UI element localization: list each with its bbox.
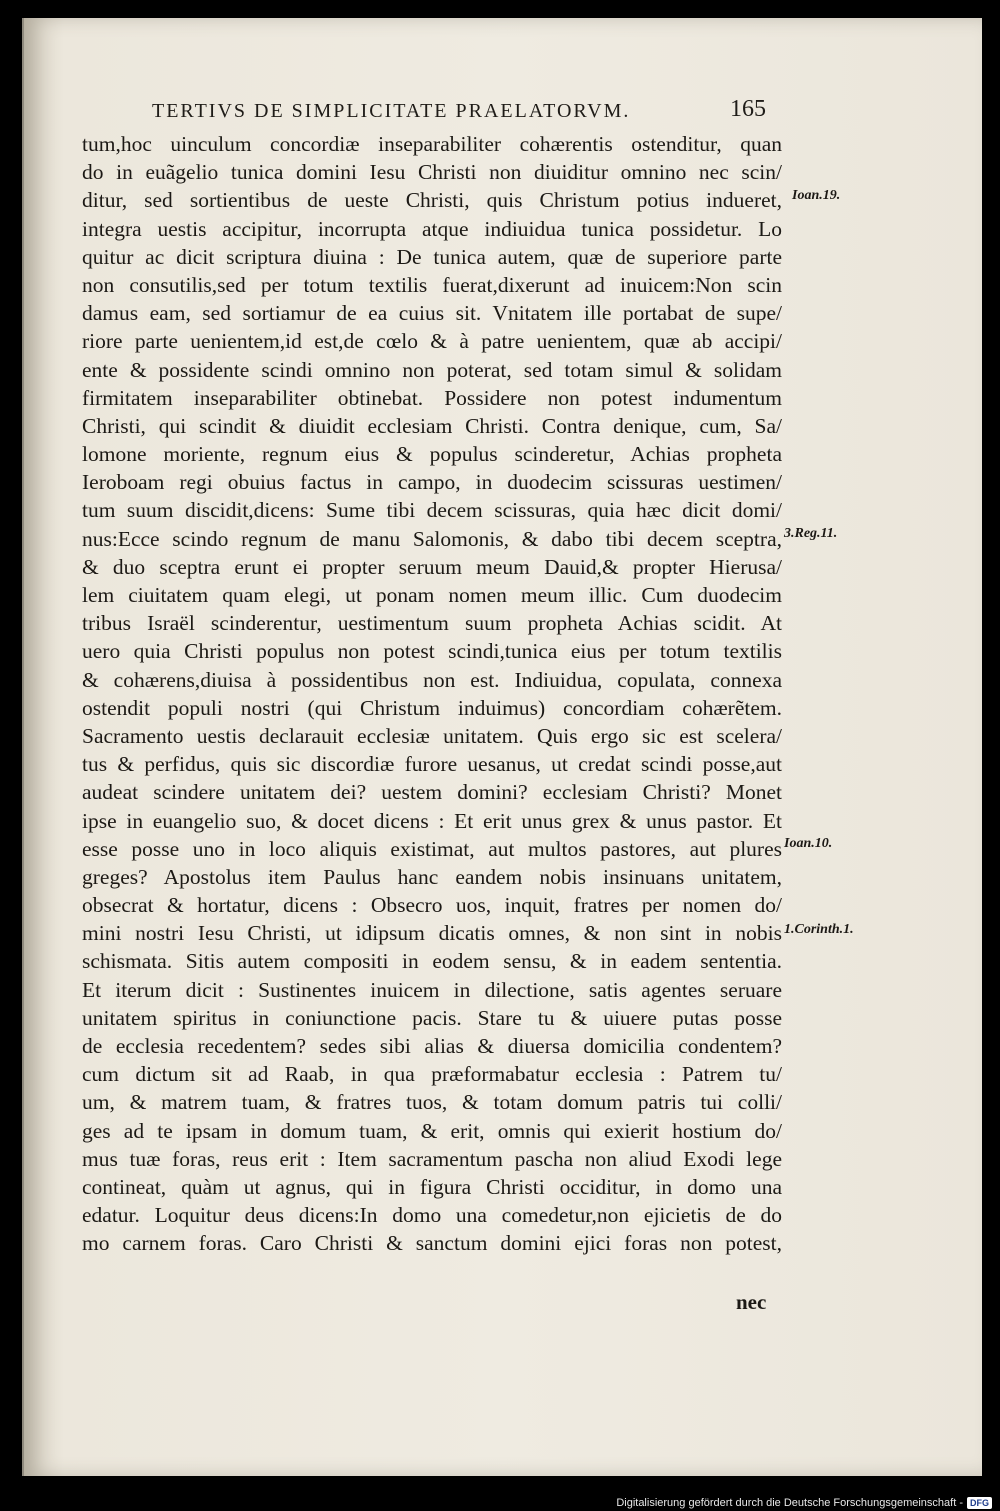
credit-text: Digitalisierung gefördert durch die Deutsche Forschungsgemeinschaft - — [616, 1497, 963, 1509]
text-line: ges ad te ipsam in domum tuam, & erit, omnis qui exierit hostium do/ — [82, 1118, 782, 1143]
text-line: Sacramento uestis declarauit ecclesiæ unitatem. Quis ergo sic est scelera/ — [82, 723, 782, 748]
text-line: tribus Israël scinderentur, uestimentum suum propheta Achias scidit. At — [82, 611, 782, 636]
text-line: integra uestis accipitur, incorrupta atque indiuidua tunica possidetur. Lo — [82, 216, 782, 241]
text-line: cum dictum sit ad Raab, in qua præformabatur ecclesia : Patrem tu/ — [82, 1062, 782, 1087]
catchword: nec — [736, 1290, 767, 1314]
text-line: de ecclesia recedentem? sedes sibi alias & diuersa domicilia condentem? — [82, 1034, 782, 1058]
digitization-credit — [616, 1497, 992, 1509]
text-line: ipse in euangelio suo, & docet dicens : Et erit unus grex & unus pastor. Et — [82, 808, 782, 833]
text-line: mo carnem foras. Caro Christi & sanctum domini ejici foras non potest, — [82, 1231, 782, 1256]
text-line: quitur ac dicit scriptura diuina : De tunica autem, quæ de superiore parte — [82, 244, 782, 269]
marginal-reference: 1.Corinth.1. — [784, 922, 854, 937]
text-line: schismata. Sitis autem compositi in eodem sensu, & in eadem sententia. — [82, 949, 782, 974]
text-line: ditur, sed sortientibus de ueste Christi, quis Christum potius indueret, — [82, 188, 782, 213]
text-line: esse posse uno in loco aliquis existimat, aut multos pastores, aut plures — [82, 836, 782, 861]
text-line: tum,hoc uinculum concordiæ inseparabiliter cohærentis ostenditur, quan — [82, 132, 782, 156]
book-page — [22, 18, 982, 1476]
text-line: Ieroboam regi obuius factus in campo, in duodecim scissuras uestimen/ — [82, 470, 782, 495]
text-line: tum suum discidit,dicens: Sume tibi decem scissuras, quia hæc dicit domi/ — [82, 498, 782, 523]
text-line: nus:Ecce scindo regnum de manu Salomonis, & dabo tibi decem sceptra, — [82, 526, 782, 551]
text-line: greges? Apostolus item Paulus hanc eandem nobis insinuans unitatem, — [82, 864, 782, 889]
text-line: contineat, quàm ut agnus, qui in figura Christi occiditur, in domo una — [82, 1174, 782, 1199]
body-text — [82, 130, 782, 1258]
text-line: non consutilis,sed per totum textilis fuerat,dixerunt ad inuicem:Non scin — [82, 272, 782, 297]
text-line: lomone moriente, regnum eius & populus scinderetur, Achias propheta — [82, 442, 782, 467]
text-line: do in euãgelio tunica domini Iesu Christi non diuiditur omnino nec scin/ — [82, 160, 782, 185]
text-line: edatur. Loquitur deus dicens:In domo una comedetur,non ejicietis de do — [82, 1203, 782, 1228]
text-line: ostendit populi nostri (qui Christum induimus) concordiam cohærẽtem. — [82, 695, 782, 720]
text-line: damus eam, sed sortiamur de ea cuius sit. Vnitatem ille portabat de supe/ — [82, 301, 782, 326]
text-line: tus & perfidus, quis sic discordiæ furore uesanus, ut credat scindi posse,aut — [82, 752, 782, 777]
text-line: obsecrat & hortatur, dicens : Obsecro uos, inquit, fratres per nomen do/ — [82, 893, 782, 918]
text-line: audeat scindere unitatem dei? uestem domini? ecclesiam Christi? Monet — [82, 780, 782, 805]
text-line: riore parte uenientem,id est,de cœlo & à patre uenientem, quæ ab accipi/ — [82, 329, 782, 354]
text-line: unitatem spiritus in coniunctione pacis. Stare tu & uiuere putas posse — [82, 1005, 782, 1030]
page-number: 165 — [730, 96, 766, 122]
text-line: ente & possidente scindi omnino non poterat, sed totam simul & solidam — [82, 357, 782, 382]
text-line: & cohærens,diuisa à possidentibus non est. Indiuidua, copulata, connexa — [82, 667, 782, 692]
text-line: firmitatem inseparabiliter obtinebat. Possidere non potest indumentum — [82, 385, 782, 410]
text-line: & duo sceptra erunt ei propter seruum meum Dauid,& propter Hierusa/ — [82, 554, 782, 579]
dfg-logo-icon: DFG — [967, 1497, 992, 1509]
text-line: um, & matrem tuam, & fratres tuos, & totam domum patris tui colli/ — [82, 1090, 782, 1115]
marginal-reference: 3.Reg.11. — [784, 526, 838, 541]
text-line: mus tuæ foras, reus erit : Item sacramentum pascha non aliud Exodi lege — [82, 1146, 782, 1171]
marginal-reference: Ioan.10. — [784, 836, 833, 851]
text-line: Christi, qui scindit & diuidit ecclesiam Christi. Contra denique, cum, Sa/ — [82, 413, 782, 438]
running-head: TERTIVS DE SIMPLICITATE PRAELATORVM. — [152, 100, 631, 122]
text-line: lem ciuitatem quam elegi, ut ponam nomen meum illic. Cum duodecim — [82, 583, 782, 607]
text-line: Et iterum dicit : Sustinentes inuicem in dilectione, satis agentes seruare — [82, 977, 782, 1002]
marginal-reference: Ioan.19. — [792, 188, 841, 203]
text-line: uero quia Christi populus non potest scindi,tunica eius per totum textilis — [82, 639, 782, 664]
text-line: mini nostri Iesu Christi, ut idipsum dicatis omnes, & non sint in nobis — [82, 921, 782, 946]
